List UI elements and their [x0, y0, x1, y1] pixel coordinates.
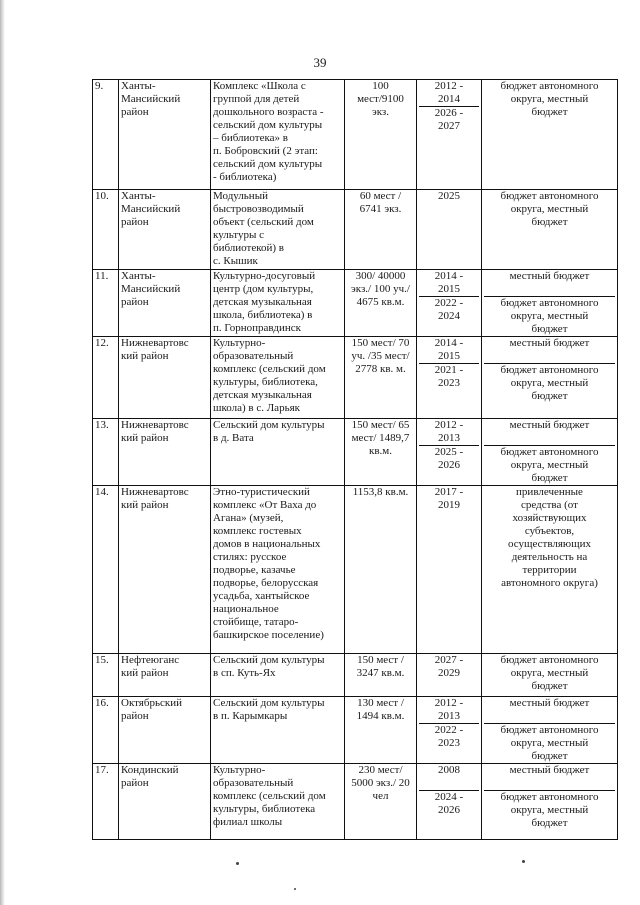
object-cell: Сельский дом культуры в п. Карымкары [211, 697, 345, 764]
funding-source-cell [482, 419, 618, 486]
object-cell: Комплекс «Школа с группой для детей дошкольного возраста - сельский дом культуры – библиотека» в п. Бобровский (2 этап: сельский дом культуры - библиотека) [211, 80, 345, 190]
table-row [93, 764, 618, 840]
table-row [93, 654, 618, 697]
funding-source-cell [482, 654, 618, 697]
funding-source-value: бюджет автономного округа, местный бюджет [484, 790, 615, 830]
period-value: 2008 [438, 764, 460, 776]
district-cell: Ханты- Мансийский район [119, 270, 211, 337]
period-value: 2012 - 2014 [434, 80, 464, 105]
period-value: 2022 - 2023 [419, 723, 479, 750]
row-number: 11. [93, 270, 119, 337]
funding-source-value: местный бюджет [509, 270, 590, 282]
district-cell: Нефтеюганс кий район [119, 654, 211, 697]
funding-source-cell [482, 486, 618, 654]
district-cell: Ханты- Мансийский район [119, 190, 211, 270]
capacity-cell: 150 мест/ 65 мест/ 1489,7 кв.м. [345, 419, 417, 486]
funding-source-value: бюджет автономного округа, местный бюджет [500, 190, 599, 228]
capacity-cell: 300/ 40000 экз./ 100 уч./ 4675 кв.м. [345, 270, 417, 337]
period-cell [417, 190, 482, 270]
capacity-cell: 150 мест / 3247 кв.м. [345, 654, 417, 697]
funding-source-value: местный бюджет [509, 419, 590, 431]
district-cell: Ханты- Мансийский район [119, 80, 211, 190]
scan-speck [294, 888, 296, 890]
funding-source-value: привлеченные средства (от хозяйствующих субъектов, осуществляющих деятельность на территории автономного округа) [501, 486, 598, 589]
funding-source-cell [482, 80, 618, 190]
table-row [93, 486, 618, 654]
object-cell: Культурно- образовательный комплекс (сельский дом культуры, библиотека филиал школы [211, 764, 345, 840]
period-cell [417, 80, 482, 190]
object-cell: Модульный быстровозводимый объект (сельский дом культуры с библиотекой) в с. Кышик [211, 190, 345, 270]
table-row [93, 337, 618, 419]
funding-source-value: бюджет автономного округа, местный бюджет [500, 654, 599, 692]
object-cell: Культурно- образовательный комплекс (сельский дом культуры, библиотека, детская музыкальная школа) в с. Ларьяк [211, 337, 345, 419]
district-cell: Нижневартовс кий район [119, 486, 211, 654]
row-number: 17. [93, 764, 119, 840]
objects-table [92, 79, 618, 840]
funding-source-value: местный бюджет [509, 697, 590, 709]
object-cell: Этно-туристический комплекс «От Ваха до Агана» (музей, комплекс гостевых домов в национальных стилях: русское подворье, казачье подворье, белорусская усадьба, хантыйское национальное стойбище, татаро- башкирское поселение) [211, 486, 345, 654]
funding-source-cell [482, 270, 618, 337]
period-value: 2027 - 2029 [434, 654, 464, 679]
table-row [93, 419, 618, 486]
funding-source-value: бюджет автономного округа, местный бюджет [484, 363, 615, 403]
scan-speck [236, 862, 239, 865]
capacity-cell: 60 мест / 6741 экз. [345, 190, 417, 270]
table-row [93, 190, 618, 270]
period-value: 2017 - 2019 [434, 486, 464, 511]
period-cell [417, 486, 482, 654]
capacity-cell: 1153,8 кв.м. [345, 486, 417, 654]
row-number: 10. [93, 190, 119, 270]
period-value: 2012 - 2013 [434, 419, 464, 444]
row-number: 15. [93, 654, 119, 697]
scan-edge [0, 0, 5, 905]
funding-source-cell [482, 697, 618, 764]
district-cell: Нижневартовс кий район [119, 337, 211, 419]
row-number: 13. [93, 419, 119, 486]
row-number: 14. [93, 486, 119, 654]
funding-source-cell [482, 764, 618, 840]
district-cell: Нижневартовс кий район [119, 419, 211, 486]
table-row [93, 80, 618, 190]
period-value: 2024 - 2026 [419, 790, 479, 817]
row-number: 9. [93, 80, 119, 190]
period-value: 2012 - 2013 [434, 697, 464, 722]
funding-source-value: бюджет автономного округа, местный бюджет [500, 80, 599, 118]
capacity-cell: 150 мест/ 70 уч. /35 мест/ 2778 кв. м. [345, 337, 417, 419]
period-value: 2021 - 2023 [419, 363, 479, 390]
objects-table-body [93, 80, 618, 840]
funding-source-value: местный бюджет [509, 764, 590, 776]
object-cell: Сельский дом культуры в сп. Куть-Ях [211, 654, 345, 697]
period-cell [417, 654, 482, 697]
period-value: 2014 - 2015 [434, 337, 464, 362]
period-value: 2014 - 2015 [434, 270, 464, 295]
district-cell: Кондинский район [119, 764, 211, 840]
object-cell: Культурно-досуговый центр (дом культуры, детская музыкальная школа, библиотека) в п. Горноправдинск [211, 270, 345, 337]
period-cell [417, 764, 482, 840]
funding-source-value: местный бюджет [509, 337, 590, 349]
funding-source-cell [482, 337, 618, 419]
capacity-cell: 130 мест / 1494 кв.м. [345, 697, 417, 764]
period-value: 2025 - 2026 [419, 445, 479, 472]
funding-source-value: бюджет автономного округа, местный бюджет [484, 445, 615, 485]
object-cell: Сельский дом культуры в д. Вата [211, 419, 345, 486]
funding-source-value: бюджет автономного округа, местный бюджет [484, 723, 615, 763]
row-number: 16. [93, 697, 119, 764]
period-value: 2026 - 2027 [419, 106, 479, 133]
page-number: 39 [313, 55, 327, 70]
period-cell [417, 697, 482, 764]
period-cell [417, 337, 482, 419]
funding-source-value: бюджет автономного округа, местный бюджет [484, 296, 615, 336]
period-value: 2022 - 2024 [419, 296, 479, 323]
table-row [93, 270, 618, 337]
period-cell [417, 270, 482, 337]
capacity-cell: 230 мест/ 5000 экз./ 20 чел [345, 764, 417, 840]
row-number: 12. [93, 337, 119, 419]
period-value: 2025 [438, 190, 460, 202]
period-cell [417, 419, 482, 486]
table-row [93, 697, 618, 764]
capacity-cell: 100 мест/9100 экз. [345, 80, 417, 190]
district-cell: Октябрьский район [119, 697, 211, 764]
funding-source-cell [482, 190, 618, 270]
scan-speck [522, 860, 525, 863]
